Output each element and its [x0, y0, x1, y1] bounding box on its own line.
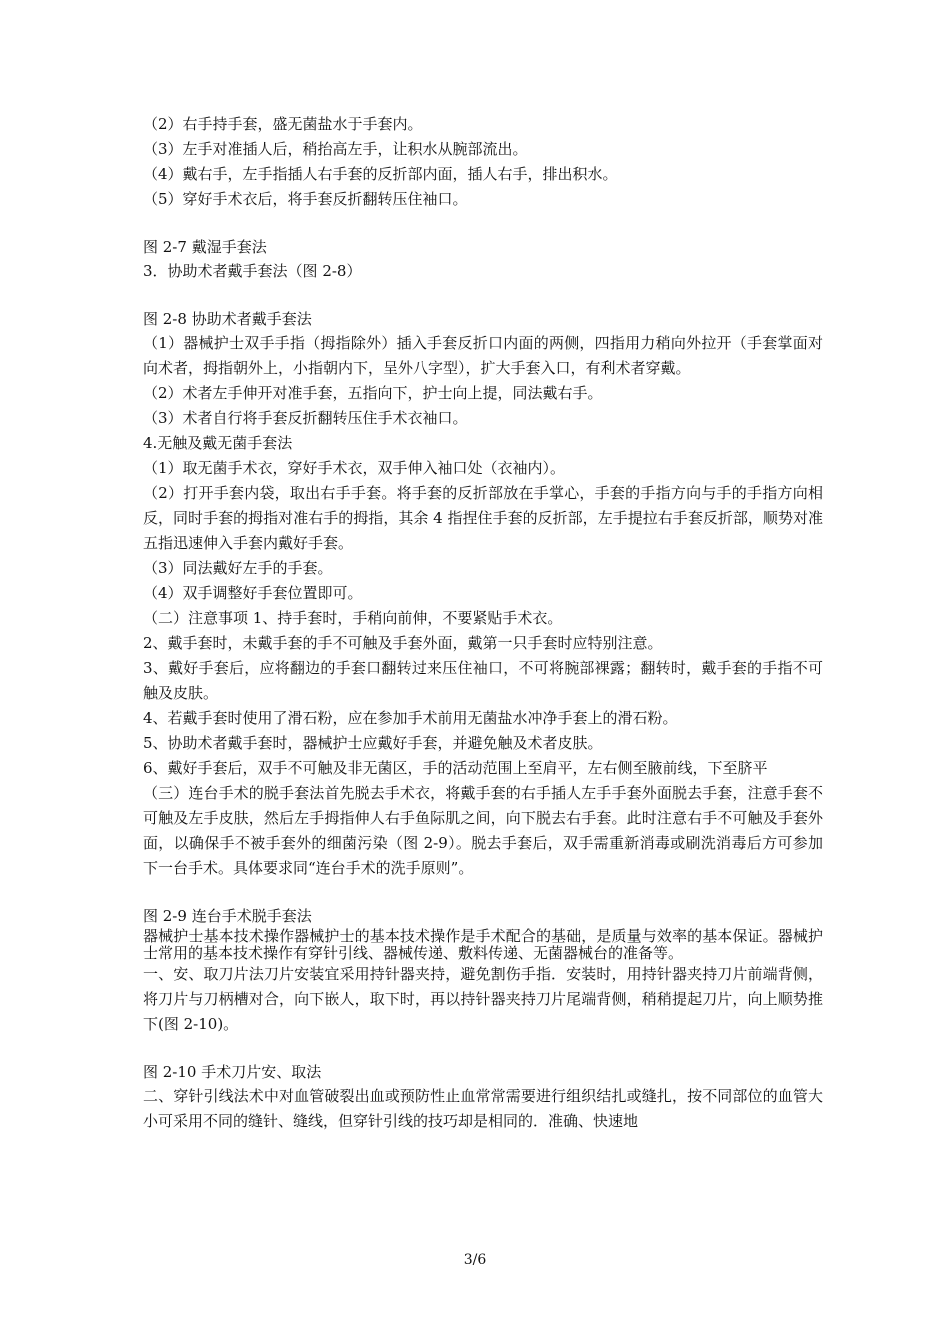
figure-caption: 图 2-9 连台手术脱手套法 — [143, 907, 312, 925]
paragraph: （4）戴右手，左手指插人右手套的反折部内面，插人右手，排出积水。 — [143, 165, 618, 183]
paragraph: （3）术者自行将手套反折翻转压住手术衣袖口。 — [143, 409, 468, 427]
paragraph: 器械护士基本技术操作器械护士的基本技术操作是手术配合的基础，是质量与效率的基本保证。器械护士常用的基本技术操作有穿针引线、器械传递、敷料传递、无菌器械台的准备等。 — [143, 927, 823, 962]
paragraph: （3）左手对准插人后，稍抬高左手，让积水从腕部流出。 — [143, 140, 528, 158]
blank-line — [143, 212, 823, 235]
paragraph: 二、穿针引线法术中对血管破裂出血或预防性止血常常需要进行组织结扎或缝扎，按不同部位的血管大小可采用不同的缝针、缝线，但穿针引线的技巧却是相同的．准确、快速地 — [143, 1087, 823, 1130]
paragraph: （4）双手调整好手套位置即可。 — [143, 584, 363, 602]
section-heading: 4.无触及戴无菌手套法 — [143, 434, 293, 452]
paragraph: （1）取无菌手术衣，穿好手术衣，双手伸入袖口处（衣袖内）。 — [143, 459, 566, 477]
figure-caption: 图 2-10 手术刀片安、取法 — [143, 1063, 322, 1081]
paragraph: （5）穿好手术衣后，将手套反折翻转压住袖口。 — [143, 190, 468, 208]
page-number: 3/6 — [463, 1252, 487, 1268]
paragraph: 3、戴好手套后，应将翻边的手套口翻转过来压住袖口，不可将腕部裸露；翻转时，戴手套的手指不可触及皮肤。 — [143, 659, 823, 702]
blank-line — [143, 284, 823, 307]
paragraph: （1）器械护士双手手指（拇指除外）插入手套反折口内面的两侧，四指用力稍向外拉开（手套掌面对向术者，拇指朝外上，小指朝内下，呈外八字型），扩大手套入口，有利术者穿戴。 — [143, 334, 823, 377]
blank-line — [143, 1037, 823, 1060]
paragraph: （二）注意事项 1、持手套时，手稍向前伸，不要紧贴手术衣。 — [143, 609, 563, 627]
figure-caption: 图 2-8 协助术者戴手套法 — [143, 310, 312, 328]
paragraph: 一、安、取刀片法刀片安装宜采用持针器夹持，避免割伤手指．安装时，用持针器夹持刀片前端背侧，将刀片与刀柄槽对合，向下嵌人，取下时，再以持针器夹持刀片尾端背侧，稍稍提起刀片，向上顺势推下(图 2-10)。 — [143, 965, 823, 1033]
paragraph: 5、协助术者戴手套时，器械护士应戴好手套，并避免触及术者皮肤。 — [143, 734, 603, 752]
paragraph: （3）同法戴好左手的手套。 — [143, 559, 333, 577]
figure-caption: 图 2-7 戴湿手套法 — [143, 238, 267, 256]
paragraph: （三）连台手术的脱手套法首先脱去手术衣，将戴手套的右手插人左手手套外面脱去手套，注意手套不可触及左手皮肤，然后左手拇指伸人右手鱼际肌之间，向下脱去右手套。此时注意右手不可触及手套外面，以确保手不被手套外的细菌污染（图 2-9）。脱去手套后，双手需重新消毒或刷洗消毒后方可参加下一台手术。具体要求同“连台手术的洗手原则”。 — [143, 784, 823, 877]
blank-line — [143, 881, 823, 904]
section-heading: 3．协助术者戴手套法（图 2-8） — [143, 262, 362, 280]
document-page — [143, 112, 823, 1134]
paragraph: （2）术者左手伸开对准手套，五指向下，护士向上提，同法戴右手。 — [143, 384, 603, 402]
paragraph: 6、戴好手套后，双手不可触及非无菌区，手的活动范围上至肩平，左右侧至腋前线，下至脐平 — [143, 759, 768, 777]
paragraph: 2、戴手套时，未戴手套的手不可触及手套外面，戴第一只手套时应特别注意。 — [143, 634, 663, 652]
paragraph: （2）打开手套内袋，取出右手手套。将手套的反折部放在手掌心，手套的手指方向与手的手指方向相反，同时手套的拇指对准右手的拇指，其余 4 指捏住手套的反折部，左手提拉右手套反折部，顺势对准五指迅速伸入手套内戴好手套。 — [143, 484, 823, 552]
paragraph: （2）右手持手套，盛无菌盐水于手套内。 — [143, 115, 423, 133]
paragraph: 4、若戴手套时使用了滑石粉，应在参加手术前用无菌盐水冲净手套上的滑石粉。 — [143, 709, 678, 727]
